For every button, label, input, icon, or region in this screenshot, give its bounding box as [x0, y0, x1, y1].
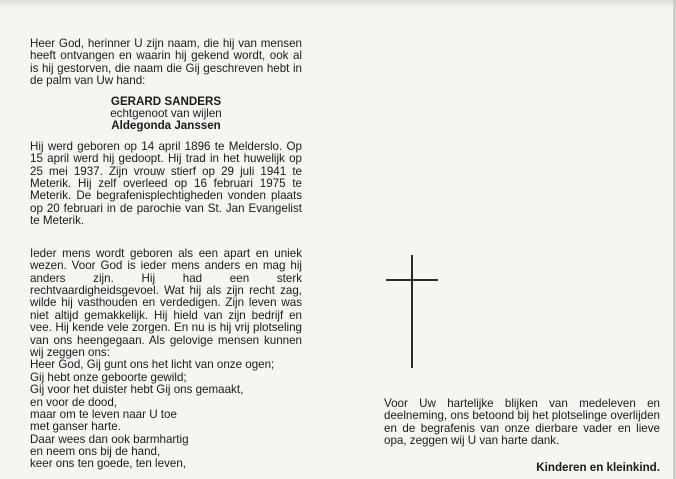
cross-vertical-bar	[411, 255, 413, 368]
prayer-line: Gij hebt onze geboorte gewild;	[30, 370, 187, 384]
spouse-relation: echtgenoot van wijlen	[110, 107, 222, 121]
prayer-line: en voor de dood,	[30, 395, 118, 409]
deceased-name: GERARD SANDERS	[110, 94, 222, 108]
prayer-line: maar om te leven naar U toe	[30, 407, 177, 421]
card-top-edge	[0, 0, 676, 8]
left-column	[30, 38, 302, 471]
character-text: Ieder mens wordt geboren als een apart en uniek wezen. Voor God is ieder mens anders en mag hij anders zijn. Hij had een sterk rechtvaardigheidsgevoel. Wat hij als zijn recht zag, wilde hij vasthouden en verdedigen. Zijn leven was niet altijd gemakkelijk. Hij hield van zijn bedrijf en vee. Hij kende vele zorgen. En nu is hij vrij plotseling van ons heengegaan. Als gelovige mensen kunnen wij zeggen ons:	[30, 246, 302, 359]
thanks-text: Voor Uw hartelijke blijken van medeleven en deelneming, ons betoond bij het plotselinge overlijden en de begrafenis van onze dierbare vader en lieve opa, zeggen wij U van harte dank.	[384, 397, 660, 448]
prayer-line: met ganser harte.	[30, 420, 121, 434]
right-column	[384, 398, 660, 448]
cross-icon	[386, 255, 438, 368]
signature: Kinderen en kleinkind.	[536, 461, 660, 474]
prayer-verse	[30, 359, 302, 471]
intro-text: Heer God, herinner U zijn naam, die hij van mensen heeft ontvangen en waarin hij gekend wordt, ook al is hij gestorven, die naam die Gij geschreven hebt in de palm van Uw hand:	[30, 37, 302, 88]
biography-text: Hij werd geboren op 14 april 1896 te Melderslo. Op 15 april werd hij gedoopt. Hij trad in het huwelijk op 25 mei 1937. Zijn vrouw stierf op 29 juli 1941 te Meterik. Hij zelf overleed op 16 februari 1975 te Meterik. De begrafenisplechtigheden vonden plaats op 20 februari in de parochie van St. Jan Evangelist te Meterik.	[30, 139, 302, 228]
prayer-line: Heer God, Gij gunt ons het licht van onze ogen;	[30, 358, 275, 372]
prayer-line: en neem ons bij de hand,	[30, 445, 161, 459]
prayer-line: Gij voor het duister hebt Gij ons gemaakt,	[30, 383, 244, 397]
prayer-line: keer ons ten goede, ten leven,	[30, 457, 186, 471]
prayer-line: Daar wees dan ook barmhartig	[30, 432, 189, 446]
spouse-name: Aldegonda Janssen	[111, 119, 221, 133]
cross-horizontal-bar	[386, 279, 438, 281]
